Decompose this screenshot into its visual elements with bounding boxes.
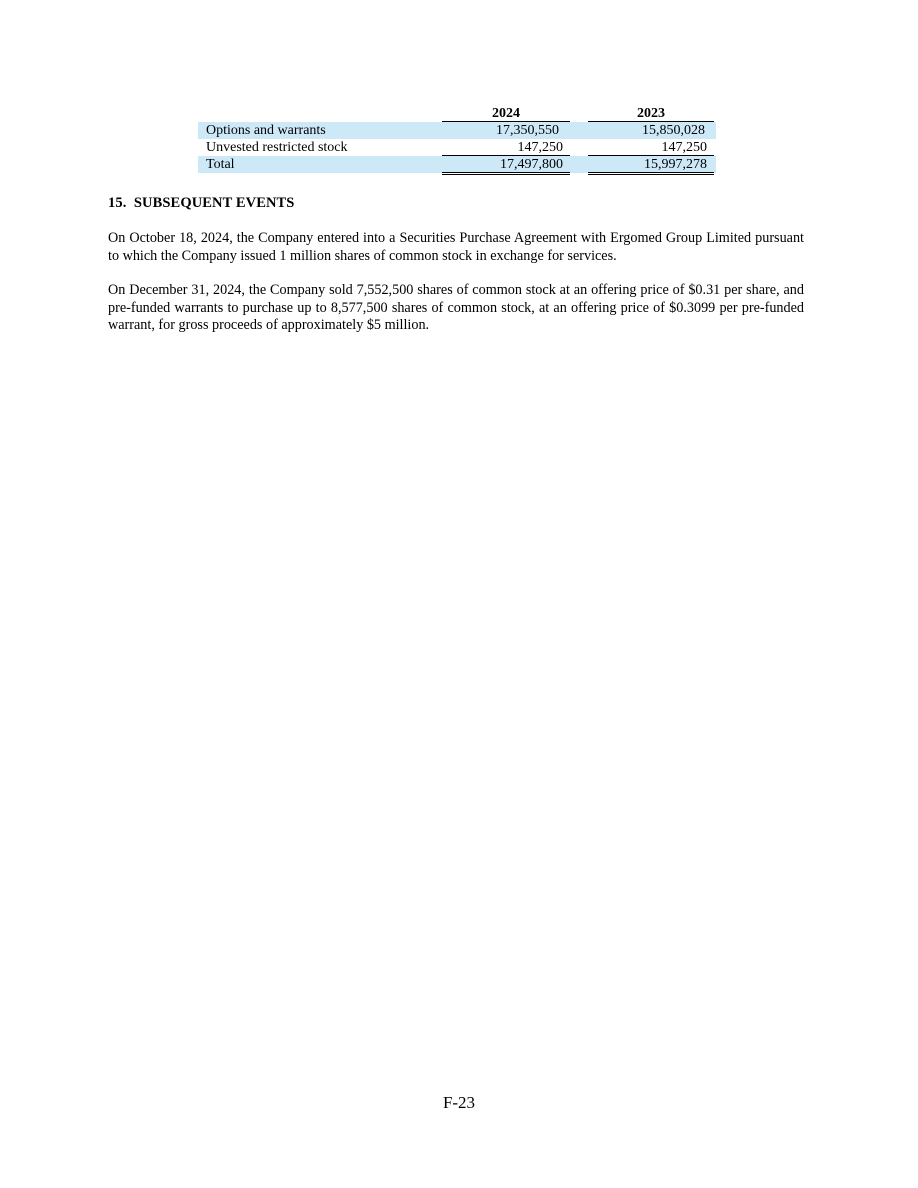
table-header-row bbox=[198, 105, 716, 122]
antidilutive-securities-table bbox=[198, 105, 716, 173]
cell-2024: 17,350,550 bbox=[496, 123, 559, 138]
row-label: Options and warrants bbox=[206, 123, 326, 138]
cell-2023: 15,850,028 bbox=[642, 123, 705, 138]
section-heading: 15. SUBSEQUENT EVENTS bbox=[108, 195, 295, 211]
cell-2024: 17,497,800 bbox=[442, 156, 570, 175]
table-total-row bbox=[198, 156, 716, 173]
cell-2023: 147,250 bbox=[588, 139, 714, 156]
page-number: F-23 bbox=[442, 1093, 476, 1112]
cell-2023: 15,997,278 bbox=[588, 156, 714, 175]
column-header-2023: 2023 bbox=[588, 105, 714, 122]
table-row bbox=[198, 139, 716, 156]
row-label: Unvested restricted stock bbox=[206, 140, 348, 155]
row-label: Total bbox=[206, 157, 235, 172]
paragraph-ergomed-agreement: On October 18, 2024, the Company entered into a Securities Purchase Agreement with Ergomed Group Limited pursuant to which the Company issued 1 million shares of common stock in exchange for services. bbox=[108, 230, 804, 264]
table-row bbox=[198, 122, 716, 139]
paragraph-december-offering: On December 31, 2024, the Company sold 7,552,500 shares of common stock at an offering price of $0.31 per share, and pre-funded warrants to purchase up to 8,577,500 shares of common stock, at an offering price of $0.3099 per pre-funded warrant, for gross proceeds of approximately $5 million. bbox=[108, 282, 804, 333]
column-header-2024: 2024 bbox=[442, 105, 570, 122]
cell-2024: 147,250 bbox=[442, 139, 570, 156]
